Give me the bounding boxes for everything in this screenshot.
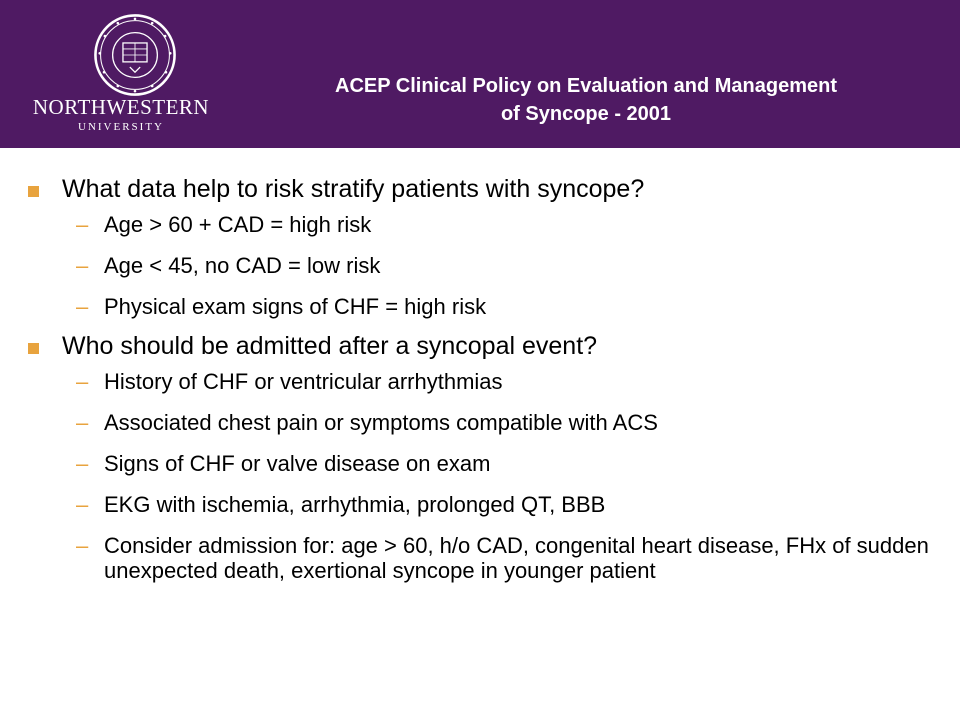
slide-title-line-2: of Syncope - 2001 [500,103,672,125]
slide-title-line-1: ACEP Clinical Policy on Evaluation and Management [335,75,837,97]
sub-bullet-item [76,369,946,394]
sub-bullet-list [0,212,960,319]
sub-bullet-text: History of CHF or ventricular arrhythmias [104,369,503,394]
dash-bullet-icon: – [76,410,89,435]
sub-bullet-item [76,451,946,476]
dash-bullet-icon: – [76,294,89,319]
university-name: NORTHWESTERN [32,95,210,119]
bullet-heading [62,327,946,365]
sub-bullet-text: EKG with ischemia, arrhythmia, prolonged QT, BBB [104,492,606,517]
slide-body [0,170,960,591]
sub-bullet-item [76,533,946,583]
dash-bullet-icon: – [76,492,89,517]
dash-bullet-icon: – [76,253,89,278]
square-bullet-icon [28,343,39,354]
bullet-section-risk-stratify [0,170,960,319]
sub-bullet-list [0,369,960,583]
header-banner [0,0,960,148]
sub-bullet-text: Physical exam signs of CHF = high risk [104,294,487,319]
sub-bullet-text: Age > 60 + CAD = high risk [104,212,372,237]
sub-bullet-item [76,253,946,278]
sub-bullet-text: Associated chest pain or symptoms compatible with ACS [104,410,658,435]
sub-bullet-item [76,294,946,319]
slide-title [236,72,936,128]
university-subname: UNIVERSITY [78,121,164,133]
square-bullet-icon [28,186,39,197]
dash-bullet-icon: – [76,451,89,476]
university-seal-icon [92,12,178,98]
sub-bullet-item [76,212,946,237]
sub-bullet-text: Age < 45, no CAD = low risk [104,253,381,278]
bullet-heading [62,170,946,208]
sub-bullet-text: Signs of CHF or valve disease on exam [104,451,491,476]
sub-bullet-text: Consider admission for: age > 60, h/o CAD, congenital heart disease, FHx of sudden unexpected death, exertional syncope in younger patient [104,533,929,583]
bullet-heading-text: Who should be admitted after a syncopal event? [62,332,598,360]
dash-bullet-icon: – [76,212,89,237]
university-wordmark [14,96,228,134]
university-logo [14,8,228,140]
dash-bullet-icon: – [76,533,89,558]
bullet-heading-text: What data help to risk stratify patients with syncope? [62,175,645,203]
dash-bullet-icon: – [76,369,89,394]
sub-bullet-item [76,492,946,517]
bullet-section-admission [0,327,960,583]
sub-bullet-item [76,410,946,435]
